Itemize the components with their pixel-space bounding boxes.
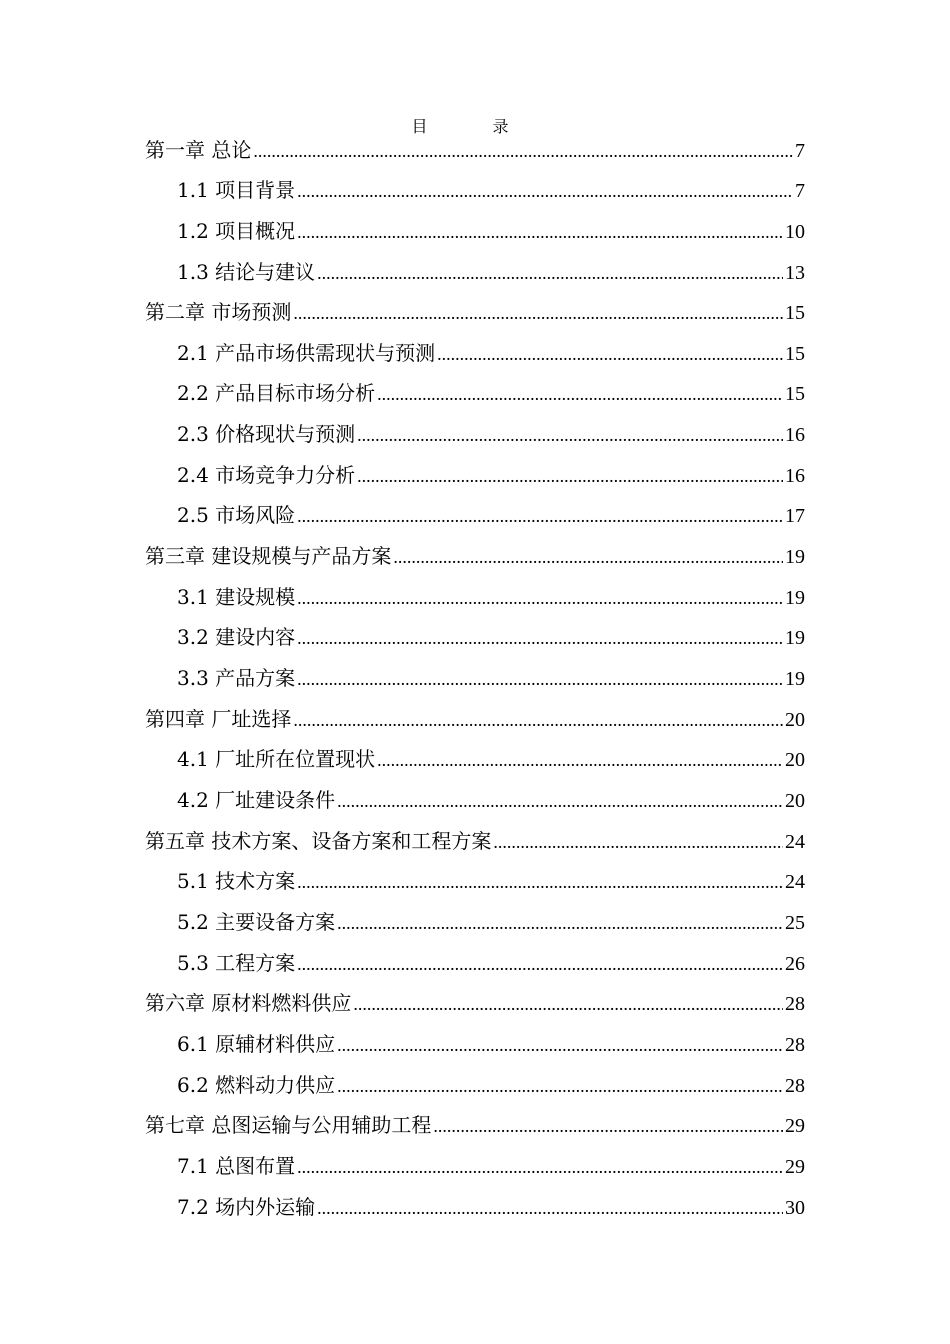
toc-entry-page-number: 10 — [785, 221, 805, 243]
toc-entry-label: 5.3 工程方案 — [177, 951, 296, 975]
dot-leader — [293, 705, 783, 735]
toc-entry-label: 2.5 市场风险 — [177, 503, 296, 527]
toc-title: 目 录 — [411, 117, 539, 136]
toc-entry-page-number: 28 — [785, 1034, 805, 1056]
toc-entry-label: 5.1 技术方案 — [177, 869, 296, 893]
dot-leader — [357, 461, 783, 491]
toc-entry-chapter[interactable] — [145, 1110, 805, 1140]
toc-entry-label: 2.3 价格现状与预测 — [177, 422, 356, 446]
dot-leader — [297, 867, 783, 897]
dot-leader — [297, 664, 783, 694]
toc-entry-page-number: 19 — [785, 668, 805, 690]
toc-entry-label: 3.2 建设内容 — [177, 625, 296, 649]
toc-entry-label: 5.2 主要设备方案 — [177, 910, 336, 934]
toc-entry-page-number: 16 — [785, 465, 805, 487]
toc-entry-page-number: 20 — [785, 749, 805, 771]
toc-entry-label: 3.1 建设规模 — [177, 585, 296, 609]
toc-entry-section[interactable] — [177, 663, 805, 693]
dot-leader — [297, 623, 783, 653]
toc-entry-chapter[interactable] — [145, 826, 805, 856]
toc-entry-label: 1.1 项目背景 — [177, 178, 296, 202]
toc-entry-section[interactable] — [177, 338, 805, 368]
dot-leader — [297, 949, 783, 979]
dot-leader — [437, 339, 783, 369]
toc-entry-label: 第五章 技术方案、设备方案和工程方案 — [145, 829, 492, 853]
toc-entry-label: 6.2 燃料动力供应 — [177, 1073, 336, 1097]
dot-leader — [357, 420, 783, 450]
dot-leader — [317, 258, 783, 288]
toc-entry-label: 2.2 产品目标市场分析 — [177, 381, 376, 405]
dot-leader — [353, 989, 783, 1019]
toc-entry-label: 1.2 项目概况 — [177, 219, 296, 243]
toc-entry-page-number: 19 — [785, 546, 805, 568]
dot-leader — [377, 379, 783, 409]
toc-entry-page-number: 30 — [785, 1197, 805, 1219]
toc-entry-label: 1.3 结论与建议 — [177, 260, 316, 284]
toc-entry-section[interactable] — [177, 175, 805, 205]
toc-entry-page-number: 19 — [785, 627, 805, 649]
toc-entry-page-number: 28 — [785, 993, 805, 1015]
dot-leader — [433, 1111, 783, 1141]
toc-entry-label: 2.4 市场竞争力分析 — [177, 463, 356, 487]
dot-leader — [297, 583, 783, 613]
toc-entry-page-number: 17 — [785, 505, 805, 527]
toc-entry-label: 6.1 原辅材料供应 — [177, 1032, 336, 1056]
toc-entry-page-number: 20 — [785, 790, 805, 812]
toc-entry-chapter[interactable] — [145, 541, 805, 571]
toc-entry-chapter[interactable] — [145, 297, 805, 327]
toc-entry-label: 4.2 厂址建设条件 — [177, 788, 336, 812]
dot-leader — [253, 136, 793, 166]
dot-leader — [297, 217, 783, 247]
toc-entry-section[interactable] — [177, 582, 805, 612]
toc-entry-page-number: 29 — [785, 1156, 805, 1178]
toc-entry-page-number: 24 — [785, 871, 805, 893]
toc-entry-chapter[interactable] — [145, 988, 805, 1018]
toc-entry-page-number: 16 — [785, 424, 805, 446]
toc-entry-section[interactable] — [177, 460, 805, 490]
dot-leader — [337, 1071, 783, 1101]
toc-entry-label: 2.1 产品市场供需现状与预测 — [177, 341, 436, 365]
toc-entry-section[interactable] — [177, 419, 805, 449]
toc-entry-label: 第三章 建设规模与产品方案 — [145, 544, 392, 568]
toc-entry-page-number: 7 — [795, 140, 805, 162]
toc-entry-page-number: 7 — [795, 180, 805, 202]
dot-leader — [293, 298, 783, 328]
toc-entry-page-number: 13 — [785, 262, 805, 284]
toc-entry-section[interactable] — [177, 948, 805, 978]
toc-entry-page-number: 15 — [785, 302, 805, 324]
toc-entry-page-number: 26 — [785, 953, 805, 975]
toc-entry-label: 第四章 厂址选择 — [145, 707, 292, 731]
toc-entry-label: 3.3 产品方案 — [177, 666, 296, 690]
toc-entry-chapter[interactable] — [145, 704, 805, 734]
dot-leader — [377, 745, 783, 775]
toc-entry-page-number: 24 — [785, 831, 805, 853]
dot-leader — [337, 1030, 783, 1060]
toc-entry-page-number: 29 — [785, 1115, 805, 1137]
toc-entry-label: 第七章 总图运输与公用辅助工程 — [145, 1113, 432, 1137]
toc-entry-page-number: 28 — [785, 1075, 805, 1097]
toc-entry-section[interactable] — [177, 622, 805, 652]
toc-entry-page-number: 15 — [785, 383, 805, 405]
toc-entry-section[interactable] — [177, 785, 805, 815]
toc-entry-section[interactable] — [177, 907, 805, 937]
toc-entry-label: 第二章 市场预测 — [145, 300, 292, 324]
toc-entry-page-number: 25 — [785, 912, 805, 934]
toc-entry-label: 7.1 总图布置 — [177, 1154, 296, 1178]
dot-leader — [493, 827, 783, 857]
toc-entry-label: 7.2 场内外运输 — [177, 1195, 316, 1219]
toc-entry-page-number: 15 — [785, 343, 805, 365]
toc-entry-section[interactable] — [177, 378, 805, 408]
toc-entry-page-number: 20 — [785, 709, 805, 731]
toc-entry-section[interactable] — [177, 500, 805, 530]
toc-entry-section[interactable] — [177, 744, 805, 774]
toc-entry-label: 4.1 厂址所在位置现状 — [177, 747, 376, 771]
dot-leader — [297, 176, 793, 206]
toc-entry-section[interactable] — [177, 1192, 805, 1222]
toc-entry-section[interactable] — [177, 1151, 805, 1181]
toc-entry-section[interactable] — [177, 1070, 805, 1100]
toc-entry-chapter[interactable] — [145, 135, 805, 165]
dot-leader — [393, 542, 783, 572]
dot-leader — [297, 1152, 783, 1182]
toc-entry-label: 第六章 原材料燃料供应 — [145, 991, 352, 1015]
toc-entry-label: 第一章 总论 — [145, 138, 252, 162]
toc-entry-section[interactable] — [177, 1029, 805, 1059]
toc-entry-section[interactable] — [177, 866, 805, 896]
toc-entry-section[interactable] — [177, 257, 805, 287]
toc-entry-page-number: 19 — [785, 587, 805, 609]
dot-leader — [317, 1193, 783, 1223]
dot-leader — [297, 501, 783, 531]
dot-leader — [337, 908, 783, 938]
dot-leader — [337, 786, 783, 816]
toc-entry-section[interactable] — [177, 216, 805, 246]
